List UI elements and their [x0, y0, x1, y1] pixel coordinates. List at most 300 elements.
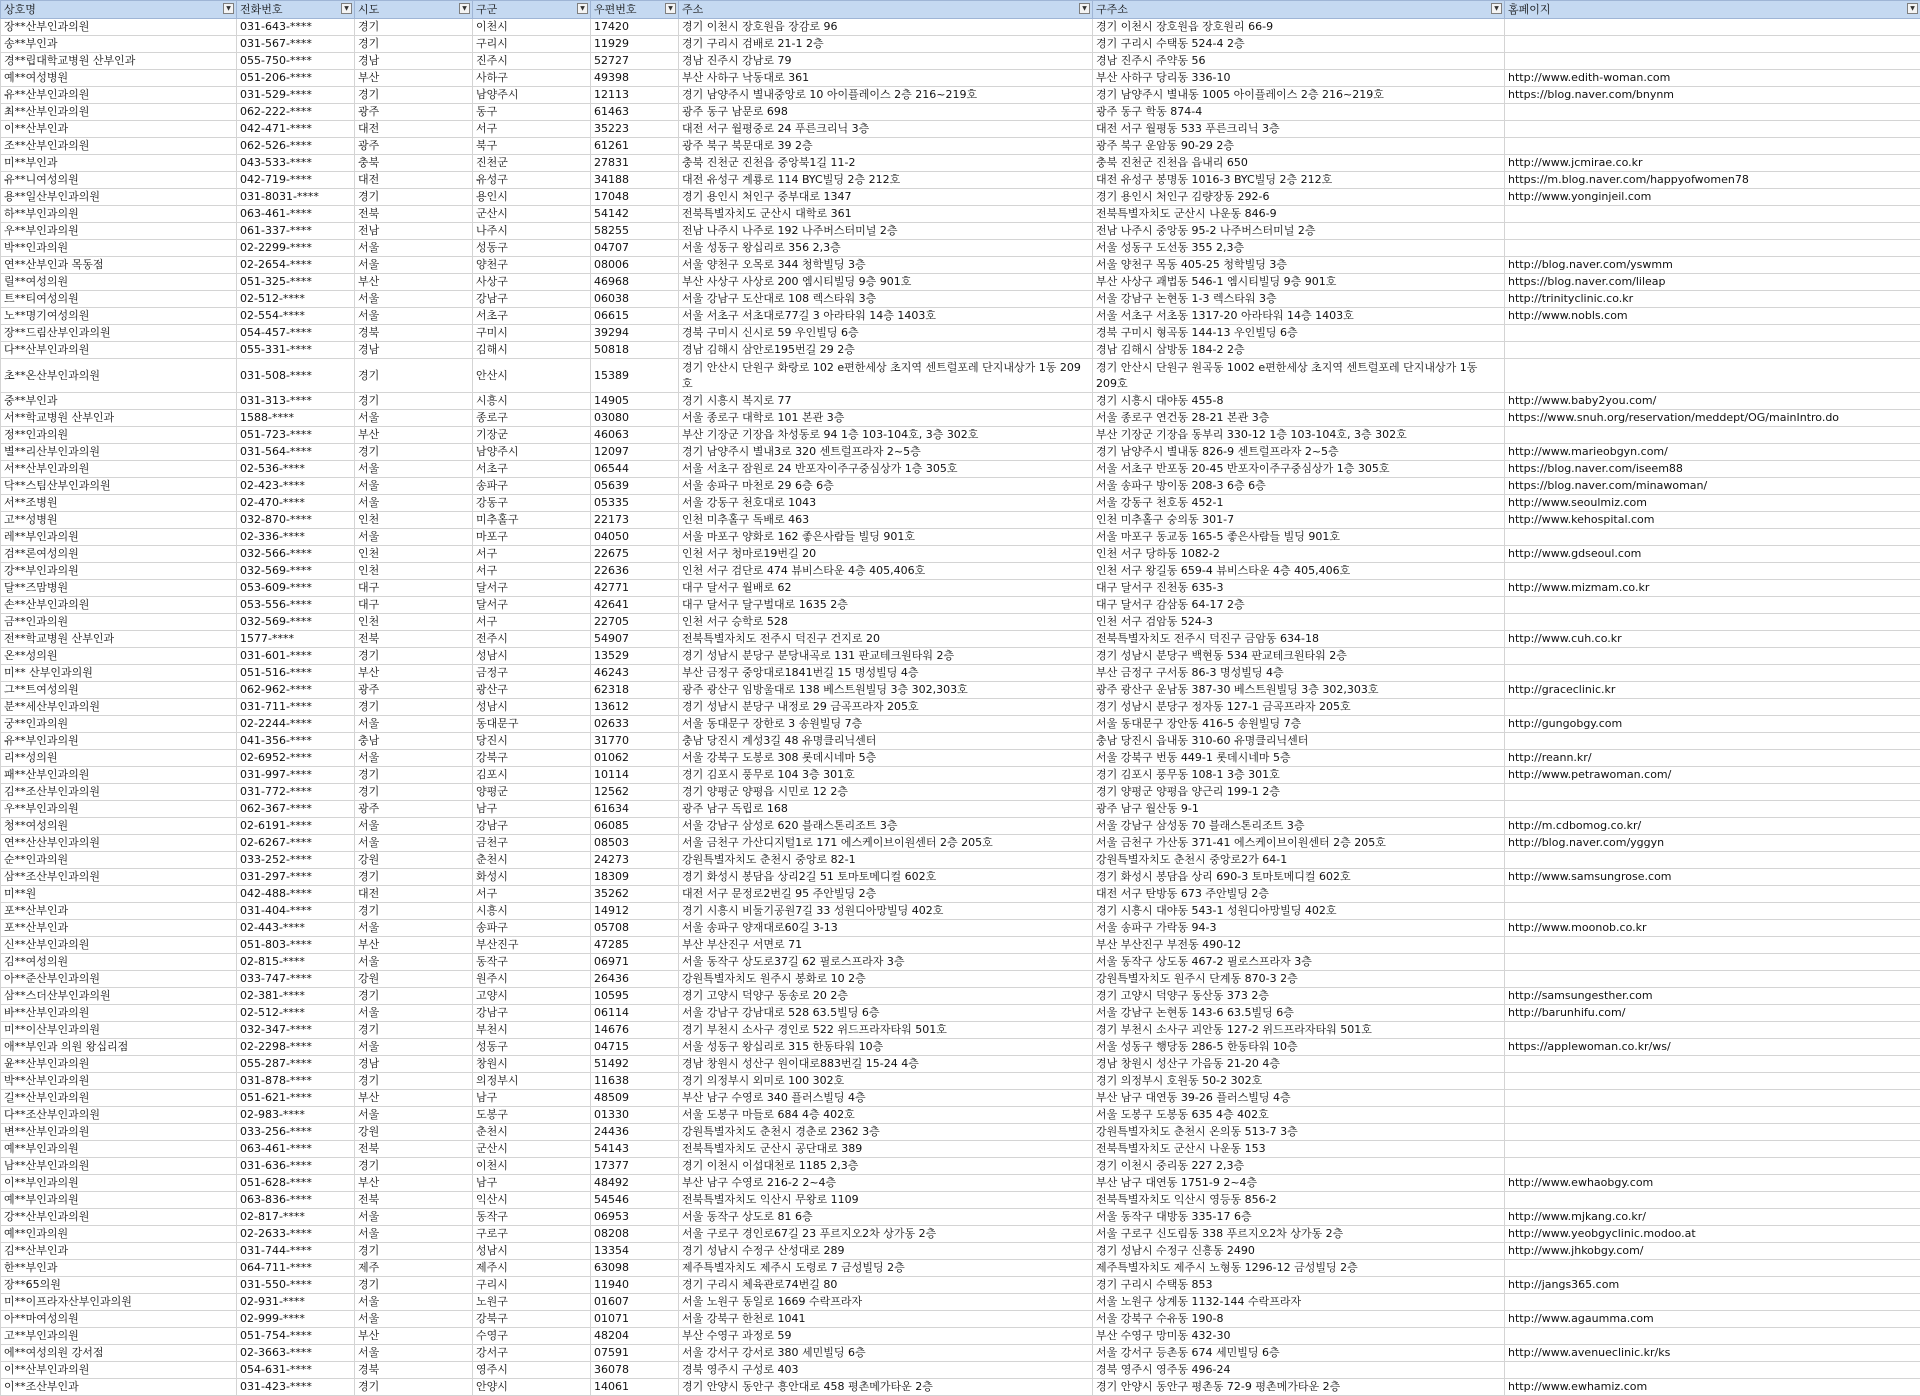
cell-name[interactable]: 노**명기여성의원	[1, 308, 237, 325]
cell-phone[interactable]: 031-8031-****	[237, 189, 355, 206]
cell-name[interactable]: 경**립대학교병원 산부인과	[1, 53, 237, 70]
cell-homepage[interactable]: https://blog.naver.com/lileap	[1505, 274, 1920, 291]
cell-old-address[interactable]: 광주 광산구 운남동 387-30 베스트원빌딩 3층 302,303호	[1093, 682, 1505, 699]
cell-homepage[interactable]: https://blog.naver.com/iseem88	[1505, 461, 1920, 478]
cell-old-address[interactable]: 제주특별자치도 제주시 노형동 1296-12 금성빌딩 2층	[1093, 1260, 1505, 1277]
cell-homepage[interactable]	[1505, 223, 1920, 240]
cell-name[interactable]: 김**조산부인과의원	[1, 784, 237, 801]
cell-gugun[interactable]: 구미시	[473, 325, 591, 342]
cell-phone[interactable]: 053-556-****	[237, 597, 355, 614]
cell-gugun[interactable]: 춘천시	[473, 1124, 591, 1141]
cell-zip[interactable]: 27831	[591, 155, 679, 172]
cell-gugun[interactable]: 구로구	[473, 1226, 591, 1243]
cell-gugun[interactable]: 서초구	[473, 461, 591, 478]
cell-old-address[interactable]: 인천 서구 당하동 1082-2	[1093, 546, 1505, 563]
cell-address[interactable]: 전남 나주시 나주로 192 나주버스터미널 2층	[679, 223, 1093, 240]
cell-address[interactable]: 경남 창원시 성산구 원이대로883번길 15-24 4층	[679, 1056, 1093, 1073]
cell-zip[interactable]: 54142	[591, 206, 679, 223]
cell-sido[interactable]: 전북	[355, 631, 473, 648]
cell-homepage[interactable]: https://blog.naver.com/minawoman/	[1505, 478, 1920, 495]
cell-gugun[interactable]: 성남시	[473, 1243, 591, 1260]
cell-zip[interactable]: 14061	[591, 1379, 679, 1396]
cell-old-address[interactable]: 서울 종로구 연건동 28-21 본관 3층	[1093, 410, 1505, 427]
cell-sido[interactable]: 서울	[355, 1311, 473, 1328]
cell-homepage[interactable]	[1505, 903, 1920, 920]
cell-old-address[interactable]: 경남 김해시 삼방동 184-2 2층	[1093, 342, 1505, 359]
cell-sido[interactable]: 서울	[355, 835, 473, 852]
cell-homepage[interactable]: http://jangs365.com	[1505, 1277, 1920, 1294]
cell-address[interactable]: 인천 미추홀구 독배로 463	[679, 512, 1093, 529]
cell-name[interactable]: 검**론여성의원	[1, 546, 237, 563]
cell-zip[interactable]: 52727	[591, 53, 679, 70]
cell-address[interactable]: 대구 달서구 달구벌대로 1635 2층	[679, 597, 1093, 614]
cell-address[interactable]: 경기 시흥시 복지로 77	[679, 393, 1093, 410]
cell-gugun[interactable]: 원주시	[473, 971, 591, 988]
cell-zip[interactable]: 06615	[591, 308, 679, 325]
cell-zip[interactable]: 08006	[591, 257, 679, 274]
cell-old-address[interactable]: 경기 부천시 소사구 괴안동 127-2 위드프라자타워 501호	[1093, 1022, 1505, 1039]
cell-homepage[interactable]	[1505, 36, 1920, 53]
cell-phone[interactable]: 031-711-****	[237, 699, 355, 716]
cell-zip[interactable]: 17048	[591, 189, 679, 206]
cell-homepage[interactable]: https://m.blog.naver.com/happyofwomen78	[1505, 172, 1920, 189]
cell-old-address[interactable]: 광주 남구 월산동 9-1	[1093, 801, 1505, 818]
cell-address[interactable]: 서울 강북구 도봉로 308 롯데시네마 5층	[679, 750, 1093, 767]
cell-phone[interactable]: 032-347-****	[237, 1022, 355, 1039]
cell-homepage[interactable]	[1505, 886, 1920, 903]
cell-name[interactable]: 미**부인과	[1, 155, 237, 172]
cell-phone[interactable]: 031-508-****	[237, 359, 355, 393]
cell-gugun[interactable]: 강남구	[473, 291, 591, 308]
cell-sido[interactable]: 전북	[355, 1192, 473, 1209]
cell-homepage[interactable]	[1505, 427, 1920, 444]
cell-gugun[interactable]: 구리시	[473, 36, 591, 53]
cell-phone[interactable]: 031-744-****	[237, 1243, 355, 1260]
cell-zip[interactable]: 05335	[591, 495, 679, 512]
cell-address[interactable]: 경기 의정부시 외미로 100 302호	[679, 1073, 1093, 1090]
cell-name[interactable]: 장**드림산부인과의원	[1, 325, 237, 342]
cell-address[interactable]: 인천 서구 검단로 474 뷰비스타운 4층 405,406호	[679, 563, 1093, 580]
cell-old-address[interactable]: 대구 달서구 감삼동 64-17 2층	[1093, 597, 1505, 614]
cell-address[interactable]: 강원특별자치도 원주시 봉화로 10 2층	[679, 971, 1093, 988]
cell-gugun[interactable]: 광산구	[473, 682, 591, 699]
cell-homepage[interactable]: http://barunhifu.com/	[1505, 1005, 1920, 1022]
cell-old-address[interactable]: 경기 시흥시 대야동 543-1 성원디아망빌딩 402호	[1093, 903, 1505, 920]
cell-zip[interactable]: 01062	[591, 750, 679, 767]
cell-phone[interactable]: 02-536-****	[237, 461, 355, 478]
cell-old-address[interactable]: 부산 사하구 당리동 336-10	[1093, 70, 1505, 87]
cell-zip[interactable]: 12113	[591, 87, 679, 104]
cell-zip[interactable]: 06971	[591, 954, 679, 971]
cell-zip[interactable]: 24273	[591, 852, 679, 869]
cell-zip[interactable]: 22705	[591, 614, 679, 631]
cell-homepage[interactable]	[1505, 53, 1920, 70]
cell-address[interactable]: 서울 강동구 천호대로 1043	[679, 495, 1093, 512]
cell-gugun[interactable]: 달서구	[473, 580, 591, 597]
cell-sido[interactable]: 인천	[355, 512, 473, 529]
column-header-address[interactable]	[679, 1, 1093, 19]
cell-zip[interactable]: 06544	[591, 461, 679, 478]
cell-zip[interactable]: 14912	[591, 903, 679, 920]
cell-old-address[interactable]: 강원특별자치도 원주시 단계동 870-3 2층	[1093, 971, 1505, 988]
cell-address[interactable]: 서울 강남구 도산대로 108 렉스타워 3층	[679, 291, 1093, 308]
cell-sido[interactable]: 대전	[355, 886, 473, 903]
cell-homepage[interactable]: http://www.jcmirae.co.kr	[1505, 155, 1920, 172]
cell-address[interactable]: 서울 동대문구 장한로 3 송원빌딩 7층	[679, 716, 1093, 733]
cell-sido[interactable]: 서울	[355, 410, 473, 427]
cell-phone[interactable]: 061-337-****	[237, 223, 355, 240]
cell-gugun[interactable]: 당진시	[473, 733, 591, 750]
cell-name[interactable]: 한**부인과	[1, 1260, 237, 1277]
cell-old-address[interactable]: 서울 마포구 동교동 165-5 좋은사람들 빌딩 901호	[1093, 529, 1505, 546]
cell-homepage[interactable]	[1505, 1158, 1920, 1175]
cell-gugun[interactable]: 강서구	[473, 1345, 591, 1362]
cell-zip[interactable]: 17377	[591, 1158, 679, 1175]
cell-address[interactable]: 서울 강남구 삼성로 620 블래스톤리조트 3층	[679, 818, 1093, 835]
cell-phone[interactable]: 054-631-****	[237, 1362, 355, 1379]
cell-zip[interactable]: 46063	[591, 427, 679, 444]
cell-gugun[interactable]: 성남시	[473, 699, 591, 716]
cell-name[interactable]: 유**산부인과의원	[1, 87, 237, 104]
cell-homepage[interactable]: http://www.moonob.co.kr	[1505, 920, 1920, 937]
cell-address[interactable]: 서울 서초구 잠원로 24 반포자이주구중심상가 1층 305호	[679, 461, 1093, 478]
cell-gugun[interactable]: 안산시	[473, 359, 591, 393]
cell-gugun[interactable]: 사상구	[473, 274, 591, 291]
cell-homepage[interactable]: http://blog.naver.com/yggyn	[1505, 835, 1920, 852]
cell-sido[interactable]: 서울	[355, 308, 473, 325]
cell-address[interactable]: 전북특별자치도 전주시 덕진구 건지로 20	[679, 631, 1093, 648]
cell-name[interactable]: 고**부인과의원	[1, 1328, 237, 1345]
cell-old-address[interactable]: 경기 이천시 중리동 227 2,3층	[1093, 1158, 1505, 1175]
cell-phone[interactable]: 051-621-****	[237, 1090, 355, 1107]
cell-address[interactable]: 전북특별자치도 익산시 무왕로 1109	[679, 1192, 1093, 1209]
cell-phone[interactable]: 041-356-****	[237, 733, 355, 750]
cell-address[interactable]: 부산 남구 수영로 216-2 2~4층	[679, 1175, 1093, 1192]
cell-old-address[interactable]: 부산 수영구 망미동 432-30	[1093, 1328, 1505, 1345]
cell-address[interactable]: 광주 동구 남문로 698	[679, 104, 1093, 121]
cell-gugun[interactable]: 영주시	[473, 1362, 591, 1379]
cell-homepage[interactable]: http://www.kehospital.com	[1505, 512, 1920, 529]
cell-address[interactable]: 경기 성남시 분당구 내정로 29 금곡프라자 205호	[679, 699, 1093, 716]
cell-sido[interactable]: 경기	[355, 903, 473, 920]
cell-old-address[interactable]: 경남 진주시 주약동 56	[1093, 53, 1505, 70]
cell-address[interactable]: 서울 금천구 가산디지털1로 171 에스케이브이원센터 2층 205호	[679, 835, 1093, 852]
cell-gugun[interactable]: 남구	[473, 1090, 591, 1107]
cell-phone[interactable]: 055-750-****	[237, 53, 355, 70]
cell-address[interactable]: 대전 서구 월평중로 24 푸른크리닉 3층	[679, 121, 1093, 138]
cell-phone[interactable]: 031-643-****	[237, 19, 355, 36]
cell-name[interactable]: 미**원	[1, 886, 237, 903]
cell-sido[interactable]: 대구	[355, 597, 473, 614]
cell-name[interactable]: 릴**여성의원	[1, 274, 237, 291]
cell-homepage[interactable]: http://www.marieobgyn.com/	[1505, 444, 1920, 461]
cell-address[interactable]: 서울 노원구 동일로 1669 수락프라자	[679, 1294, 1093, 1311]
cell-phone[interactable]: 031-878-****	[237, 1073, 355, 1090]
cell-sido[interactable]: 경기	[355, 767, 473, 784]
cell-name[interactable]: 송**부인과	[1, 36, 237, 53]
cell-homepage[interactable]	[1505, 1141, 1920, 1158]
cell-old-address[interactable]: 경기 용인시 처인구 김량장동 292-6	[1093, 189, 1505, 206]
cell-address[interactable]: 경기 구리시 체육관로74번길 80	[679, 1277, 1093, 1294]
cell-sido[interactable]: 서울	[355, 1226, 473, 1243]
cell-zip[interactable]: 14905	[591, 393, 679, 410]
cell-sido[interactable]: 인천	[355, 614, 473, 631]
cell-name[interactable]: 예**인과의원	[1, 1226, 237, 1243]
cell-homepage[interactable]	[1505, 1362, 1920, 1379]
cell-address[interactable]: 경기 이천시 장호원읍 장감로 96	[679, 19, 1093, 36]
cell-homepage[interactable]	[1505, 1073, 1920, 1090]
cell-phone[interactable]: 063-836-****	[237, 1192, 355, 1209]
cell-homepage[interactable]: https://applewoman.co.kr/ws/	[1505, 1039, 1920, 1056]
cell-sido[interactable]: 경기	[355, 988, 473, 1005]
cell-phone[interactable]: 032-569-****	[237, 614, 355, 631]
cell-homepage[interactable]	[1505, 614, 1920, 631]
cell-phone[interactable]: 02-381-****	[237, 988, 355, 1005]
cell-homepage[interactable]	[1505, 852, 1920, 869]
cell-zip[interactable]: 04050	[591, 529, 679, 546]
column-header-gugun[interactable]	[473, 1, 591, 19]
cell-old-address[interactable]: 경기 이천시 장호원읍 장호원리 66-9	[1093, 19, 1505, 36]
cell-address[interactable]: 부산 금정구 중앙대로1841번길 15 명성빌딩 4층	[679, 665, 1093, 682]
cell-phone[interactable]: 1577-****	[237, 631, 355, 648]
cell-name[interactable]: 중**부인과	[1, 393, 237, 410]
cell-phone[interactable]: 043-533-****	[237, 155, 355, 172]
cell-name[interactable]: 서**학교병원 산부인과	[1, 410, 237, 427]
cell-old-address[interactable]: 서울 금천구 가산동 371-41 에스케이브이원센터 2층 205호	[1093, 835, 1505, 852]
cell-sido[interactable]: 인천	[355, 546, 473, 563]
cell-gugun[interactable]: 남구	[473, 1175, 591, 1192]
cell-zip[interactable]: 07591	[591, 1345, 679, 1362]
cell-sido[interactable]: 제주	[355, 1260, 473, 1277]
cell-gugun[interactable]: 송파구	[473, 478, 591, 495]
cell-address[interactable]: 서울 마포구 양화로 162 좋은사람들 빌딩 901호	[679, 529, 1093, 546]
cell-phone[interactable]: 02-512-****	[237, 291, 355, 308]
cell-sido[interactable]: 부산	[355, 665, 473, 682]
cell-homepage[interactable]: http://m.cdbomog.co.kr/	[1505, 818, 1920, 835]
cell-name[interactable]: 다**조산부인과의원	[1, 1107, 237, 1124]
cell-zip[interactable]: 50818	[591, 342, 679, 359]
cell-address[interactable]: 인천 서구 승학로 528	[679, 614, 1093, 631]
cell-name[interactable]: 포**산부인과	[1, 903, 237, 920]
cell-address[interactable]: 경기 이천시 이섭대천로 1185 2,3층	[679, 1158, 1093, 1175]
cell-gugun[interactable]: 의정부시	[473, 1073, 591, 1090]
cell-phone[interactable]: 032-870-****	[237, 512, 355, 529]
cell-phone[interactable]: 1588-****	[237, 410, 355, 427]
cell-name[interactable]: 강**산부인과의원	[1, 1209, 237, 1226]
cell-zip[interactable]: 61261	[591, 138, 679, 155]
cell-homepage[interactable]: http://www.yeobgyclinic.modoo.at	[1505, 1226, 1920, 1243]
cell-sido[interactable]: 부산	[355, 70, 473, 87]
cell-sido[interactable]: 서울	[355, 257, 473, 274]
cell-phone[interactable]: 02-3663-****	[237, 1345, 355, 1362]
column-header-old-address[interactable]	[1093, 1, 1505, 19]
cell-phone[interactable]: 031-772-****	[237, 784, 355, 801]
cell-zip[interactable]: 03080	[591, 410, 679, 427]
cell-sido[interactable]: 전남	[355, 223, 473, 240]
cell-zip[interactable]: 10595	[591, 988, 679, 1005]
column-header-sido[interactable]	[355, 1, 473, 19]
cell-name[interactable]: 예**부인과의원	[1, 1192, 237, 1209]
cell-sido[interactable]: 부산	[355, 274, 473, 291]
cell-sido[interactable]: 서울	[355, 495, 473, 512]
cell-phone[interactable]: 02-512-****	[237, 1005, 355, 1022]
cell-address[interactable]: 경기 안산시 단원구 화랑로 102 e편한세상 초지역 센트럴포레 단지내상가 1동 209호	[679, 359, 1093, 393]
filter-dropdown-icon[interactable]: ▼	[1907, 3, 1918, 14]
cell-homepage[interactable]	[1505, 784, 1920, 801]
cell-address[interactable]: 서울 강서구 강서로 380 세민빌딩 6층	[679, 1345, 1093, 1362]
filter-dropdown-icon[interactable]: ▼	[341, 3, 352, 14]
cell-name[interactable]: 청**여성의원	[1, 818, 237, 835]
cell-sido[interactable]: 경기	[355, 869, 473, 886]
cell-sido[interactable]: 대전	[355, 121, 473, 138]
cell-address[interactable]: 강원특별자치도 춘천시 경춘로 2362 3층	[679, 1124, 1093, 1141]
cell-name[interactable]: 그**트여성의원	[1, 682, 237, 699]
cell-gugun[interactable]: 구리시	[473, 1277, 591, 1294]
cell-phone[interactable]: 031-313-****	[237, 393, 355, 410]
cell-phone[interactable]: 02-983-****	[237, 1107, 355, 1124]
cell-old-address[interactable]: 서울 동작구 상도동 467-2 필로스프라자 3층	[1093, 954, 1505, 971]
cell-phone[interactable]: 031-636-****	[237, 1158, 355, 1175]
cell-old-address[interactable]: 충남 당진시 읍내동 310-60 유명클리닉센터	[1093, 733, 1505, 750]
cell-homepage[interactable]	[1505, 1124, 1920, 1141]
cell-address[interactable]: 전북특별자치도 군산시 대학로 361	[679, 206, 1093, 223]
cell-sido[interactable]: 경기	[355, 393, 473, 410]
cell-sido[interactable]: 부산	[355, 1328, 473, 1345]
cell-phone[interactable]: 02-999-****	[237, 1311, 355, 1328]
cell-homepage[interactable]: http://www.gdseoul.com	[1505, 546, 1920, 563]
cell-sido[interactable]: 부산	[355, 1090, 473, 1107]
cell-homepage[interactable]: http://www.cuh.co.kr	[1505, 631, 1920, 648]
cell-gugun[interactable]: 용인시	[473, 189, 591, 206]
cell-homepage[interactable]	[1505, 1107, 1920, 1124]
cell-old-address[interactable]: 부산 사상구 괘법동 546-1 엠시티빌딩 9층 901호	[1093, 274, 1505, 291]
cell-sido[interactable]: 광주	[355, 682, 473, 699]
cell-homepage[interactable]	[1505, 1192, 1920, 1209]
cell-homepage[interactable]: https://blog.naver.com/bnynm	[1505, 87, 1920, 104]
cell-old-address[interactable]: 경기 남양주시 별내동 1005 아이플레이스 2층 216~219호	[1093, 87, 1505, 104]
cell-old-address[interactable]: 인천 서구 왕길동 659-4 뷰비스타운 4층 405,406호	[1093, 563, 1505, 580]
cell-address[interactable]: 경기 용인시 처인구 중부대로 1347	[679, 189, 1093, 206]
cell-old-address[interactable]: 경기 구리시 수택동 524-4 2층	[1093, 36, 1505, 53]
cell-sido[interactable]: 경남	[355, 342, 473, 359]
cell-phone[interactable]: 062-526-****	[237, 138, 355, 155]
cell-gugun[interactable]: 창원시	[473, 1056, 591, 1073]
cell-phone[interactable]: 051-754-****	[237, 1328, 355, 1345]
cell-zip[interactable]: 05708	[591, 920, 679, 937]
cell-old-address[interactable]: 충북 진천군 진천읍 읍내리 650	[1093, 155, 1505, 172]
cell-address[interactable]: 경기 양평군 양평읍 시민로 12 2층	[679, 784, 1093, 801]
cell-homepage[interactable]: http://www.seoulmiz.com	[1505, 495, 1920, 512]
cell-name[interactable]: 예**여성병원	[1, 70, 237, 87]
cell-name[interactable]: 우**부인과의원	[1, 801, 237, 818]
cell-sido[interactable]: 서울	[355, 750, 473, 767]
cell-homepage[interactable]: http://reann.kr/	[1505, 750, 1920, 767]
cell-gugun[interactable]: 사하구	[473, 70, 591, 87]
cell-phone[interactable]: 031-601-****	[237, 648, 355, 665]
cell-old-address[interactable]: 서울 동작구 대방동 335-17 6층	[1093, 1209, 1505, 1226]
cell-zip[interactable]: 14676	[591, 1022, 679, 1039]
cell-name[interactable]: 연**산산부인과의원	[1, 835, 237, 852]
column-header-zip[interactable]	[591, 1, 679, 19]
cell-zip[interactable]: 46243	[591, 665, 679, 682]
cell-homepage[interactable]	[1505, 937, 1920, 954]
cell-phone[interactable]: 02-6267-****	[237, 835, 355, 852]
cell-homepage[interactable]	[1505, 240, 1920, 257]
cell-address[interactable]: 서울 종로구 대학로 101 본관 3층	[679, 410, 1093, 427]
cell-homepage[interactable]	[1505, 597, 1920, 614]
cell-name[interactable]: 김**여성의원	[1, 954, 237, 971]
cell-gugun[interactable]: 남양주시	[473, 87, 591, 104]
cell-name[interactable]: 리**성의원	[1, 750, 237, 767]
cell-sido[interactable]: 서울	[355, 291, 473, 308]
cell-name[interactable]: 김**산부인과	[1, 1243, 237, 1260]
cell-homepage[interactable]: http://www.ewhaobgy.com	[1505, 1175, 1920, 1192]
cell-gugun[interactable]: 군산시	[473, 206, 591, 223]
cell-gugun[interactable]: 부산진구	[473, 937, 591, 954]
cell-name[interactable]: 변**산부인과의원	[1, 1124, 237, 1141]
cell-gugun[interactable]: 기장군	[473, 427, 591, 444]
cell-sido[interactable]: 대구	[355, 580, 473, 597]
cell-phone[interactable]: 02-931-****	[237, 1294, 355, 1311]
cell-gugun[interactable]: 진주시	[473, 53, 591, 70]
cell-old-address[interactable]: 서울 강북구 수유동 190-8	[1093, 1311, 1505, 1328]
cell-old-address[interactable]: 전북특별자치도 군산시 나운동 846-9	[1093, 206, 1505, 223]
cell-homepage[interactable]	[1505, 325, 1920, 342]
cell-address[interactable]: 서울 구로구 경인로67길 23 푸르지오2차 상가동 2층	[679, 1226, 1093, 1243]
cell-homepage[interactable]	[1505, 529, 1920, 546]
cell-name[interactable]: 온**성의원	[1, 648, 237, 665]
cell-homepage[interactable]	[1505, 138, 1920, 155]
cell-sido[interactable]: 광주	[355, 801, 473, 818]
cell-sido[interactable]: 서울	[355, 1345, 473, 1362]
cell-sido[interactable]: 대전	[355, 172, 473, 189]
cell-old-address[interactable]: 경기 양평군 양평읍 양근리 199-1 2층	[1093, 784, 1505, 801]
cell-zip[interactable]: 12097	[591, 444, 679, 461]
cell-gugun[interactable]: 부천시	[473, 1022, 591, 1039]
cell-old-address[interactable]: 대전 서구 월평동 533 푸른크리닉 3층	[1093, 121, 1505, 138]
cell-name[interactable]: 하**부인과의원	[1, 206, 237, 223]
cell-zip[interactable]: 12562	[591, 784, 679, 801]
cell-gugun[interactable]: 강북구	[473, 750, 591, 767]
cell-phone[interactable]: 02-6191-****	[237, 818, 355, 835]
cell-address[interactable]: 부산 기장군 기장읍 차성동로 94 1층 103-104호, 3층 302호	[679, 427, 1093, 444]
cell-old-address[interactable]: 대전 서구 탄방동 673 주안빌딩 2층	[1093, 886, 1505, 903]
cell-gugun[interactable]: 화성시	[473, 869, 591, 886]
cell-phone[interactable]: 032-566-****	[237, 546, 355, 563]
cell-phone[interactable]: 031-529-****	[237, 87, 355, 104]
cell-phone[interactable]: 042-471-****	[237, 121, 355, 138]
cell-name[interactable]: 분**세산부인과의원	[1, 699, 237, 716]
cell-gugun[interactable]: 강동구	[473, 495, 591, 512]
cell-gugun[interactable]: 노원구	[473, 1294, 591, 1311]
cell-phone[interactable]: 031-423-****	[237, 1379, 355, 1396]
cell-address[interactable]: 경기 시흥시 비둘기공원7길 33 성원디아망빌딩 402호	[679, 903, 1093, 920]
cell-old-address[interactable]: 서울 강남구 논현동 143-6 63.5빌딩 6층	[1093, 1005, 1505, 1022]
cell-address[interactable]: 서울 강북구 한천로 1041	[679, 1311, 1093, 1328]
cell-name[interactable]: 고**성병원	[1, 512, 237, 529]
cell-gugun[interactable]: 미추홀구	[473, 512, 591, 529]
cell-zip[interactable]: 01071	[591, 1311, 679, 1328]
cell-gugun[interactable]: 김해시	[473, 342, 591, 359]
cell-gugun[interactable]: 고양시	[473, 988, 591, 1005]
cell-phone[interactable]: 051-206-****	[237, 70, 355, 87]
cell-sido[interactable]: 경기	[355, 1379, 473, 1396]
cell-address[interactable]: 서울 동작구 상도로37길 62 필로스프라자 3층	[679, 954, 1093, 971]
cell-homepage[interactable]	[1505, 1090, 1920, 1107]
cell-old-address[interactable]: 전북특별자치도 전주시 덕진구 금암동 634-18	[1093, 631, 1505, 648]
cell-phone[interactable]: 02-6952-****	[237, 750, 355, 767]
cell-sido[interactable]: 부산	[355, 1175, 473, 1192]
